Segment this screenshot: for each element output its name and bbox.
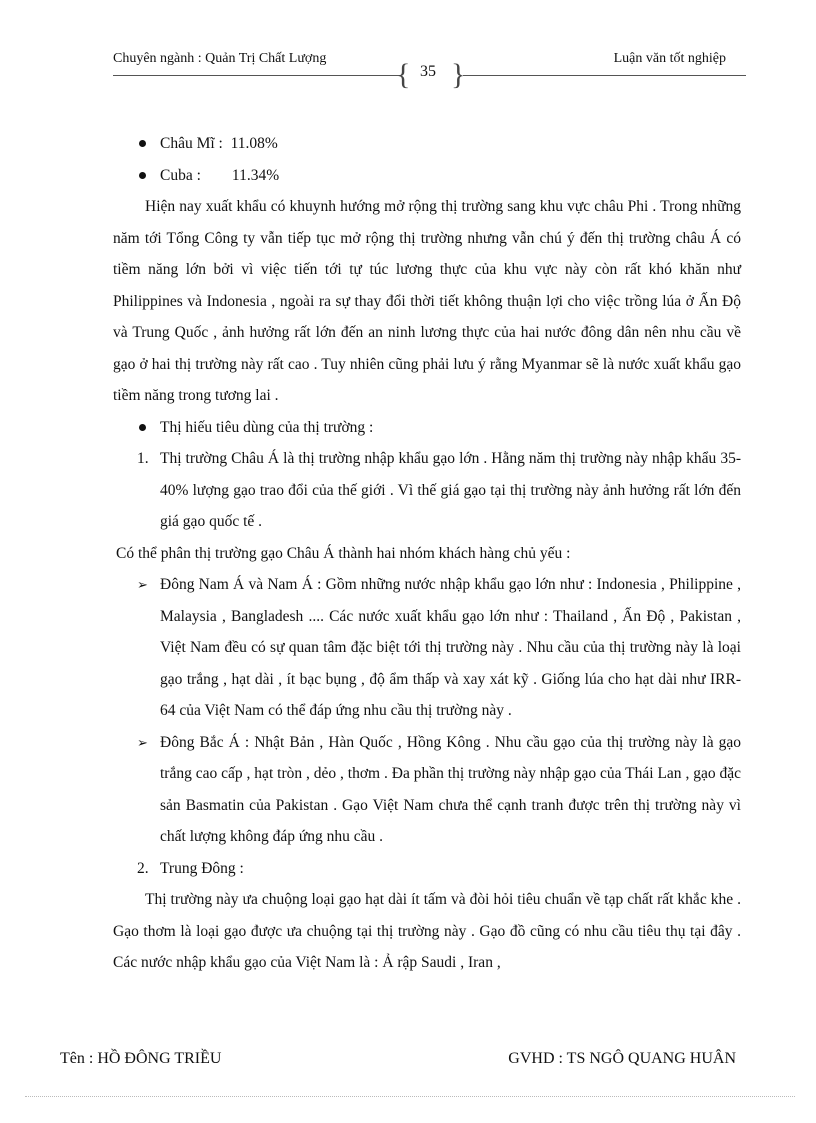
header-rule-right	[463, 75, 746, 76]
header-thesis: Luận văn tốt nghiệp	[613, 51, 726, 66]
numbered-item	[113, 853, 741, 885]
arrow-text: Đông Nam Á và Nam Á : Gồm những nước nhập khẩu gạo lớn như : Indonesia , Philippine , Malaysia , Bangladesh .... Các nước xuất khẩu gạo lớn như : Thailand , Ấn Độ , Pakistan , Việt Nam đều có sự quan tâm đặc biệt tới thị trường này . Nhu cầu của thị trường này là loại gạo trắng , hạt dài , ít bạc bụng , độ ẩm thấp và xay xát kỹ . Giống lúa cho hạt dài như IRR-64 của Việt Nam có thể đáp ứng nhu cầu thị trường này .	[160, 576, 741, 719]
bullet-text: Cuba : 11.34%	[160, 166, 280, 184]
bullet-item	[113, 160, 741, 192]
header-rule-left	[113, 75, 401, 76]
bullet-dot-icon	[139, 172, 146, 179]
item-number: 2.	[137, 859, 149, 877]
bullet-item	[113, 412, 741, 444]
bullet-dot-icon	[139, 424, 146, 431]
footer-advisor: GVHD : TS NGÔ QUANG HUÂN	[508, 1050, 736, 1067]
bullet-text: Thị hiếu tiêu dùng của thị trường :	[160, 418, 374, 436]
page-number: 35	[420, 63, 436, 80]
item-text: Thị trường Châu Á là thị trường nhập khẩu gạo lớn . Hằng năm thị trường này nhập khẩu 35-40% lượng gạo trao đổi của thế giới . Vì thế giá gạo tại thị trường này ảnh hưởng rất lớn đến giá gạo quốc tế .	[160, 450, 741, 530]
item-number: 1.	[137, 450, 149, 467]
arrow-item	[113, 727, 741, 853]
arrow-bullet-icon: ➢	[137, 577, 148, 592]
arrow-text: Đông Bắc Á : Nhật Bản , Hàn Quốc , Hồng Kông . Nhu cầu gạo của thị trường này là gạo trắng cao cấp , hạt tròn , dẻo , thơm . Đa phần thị trường này nhập gạo của Thái Lan , gạo đặc sản Basmatin của Pakistan . Gạo Việt Nam chưa thể cạnh tranh được trên thị trường này vì chất lượng không đáp ứng nhu cầu .	[160, 733, 741, 845]
page-number-open-brace: {	[396, 58, 411, 91]
page-body	[113, 128, 741, 979]
arrow-item	[113, 569, 741, 727]
lead-sentence: Có thể phân thị trường gạo Châu Á thành hai nhóm khách hàng chủ yếu :	[116, 544, 571, 562]
bullet-text: Châu Mĩ : 11.08%	[160, 135, 278, 152]
bullet-item	[113, 128, 741, 160]
footer-rule	[25, 1096, 795, 1097]
bullet-dot-icon	[139, 140, 146, 147]
paragraph: Thị trường này ưa chuộng loại gạo hạt dài ít tấm và đòi hỏi tiêu chuẩn về tạp chất rất khắc khe . Gạo thơm là loại gạo được ưa chuộng tại thị trường này . Gạo đồ cũng có nhu cầu tiêu thụ tại đây . Các nước nhập khẩu gạo của Việt Nam là : Ả rập Saudi , Iran ,	[113, 891, 741, 971]
item-text: Trung Đông :	[160, 859, 244, 877]
arrow-bullet-icon: ➢	[137, 734, 148, 750]
numbered-item	[113, 443, 741, 538]
footer-author: Tên : HỒ ĐÔNG TRIỀU	[60, 1050, 222, 1067]
header-major: Chuyên ngành : Quản Trị Chất Lượng	[113, 51, 327, 66]
paragraph: Hiện nay xuất khẩu có khuynh hướng mở rộng thị trường sang khu vực châu Phi . Trong những năm tới Tổng Công ty vẫn tiếp tục mở rộng thị trường nhưng vẫn chú ý đến thị trường châu Á có tiềm năng lớn bởi vì việc tiến tới tự túc lương thực của khu vực này còn rất khó khăn như Philippines và Indonesia , ngoài ra sự thay đổi thời tiết không thuận lợi cho việc trồng lúa ở Ấn Độ và Trung Quốc , ảnh hưởng rất lớn đến an ninh lương thực của hai nước đông dân nên nhu cầu về gạo ở hai thị trường này rất cao . Tuy nhiên cũng phải lưu ý rằng Myanmar sẽ là nước xuất khẩu gạo tiềm năng trong tương lai .	[113, 198, 741, 404]
page-number-close-brace: }	[451, 58, 466, 91]
